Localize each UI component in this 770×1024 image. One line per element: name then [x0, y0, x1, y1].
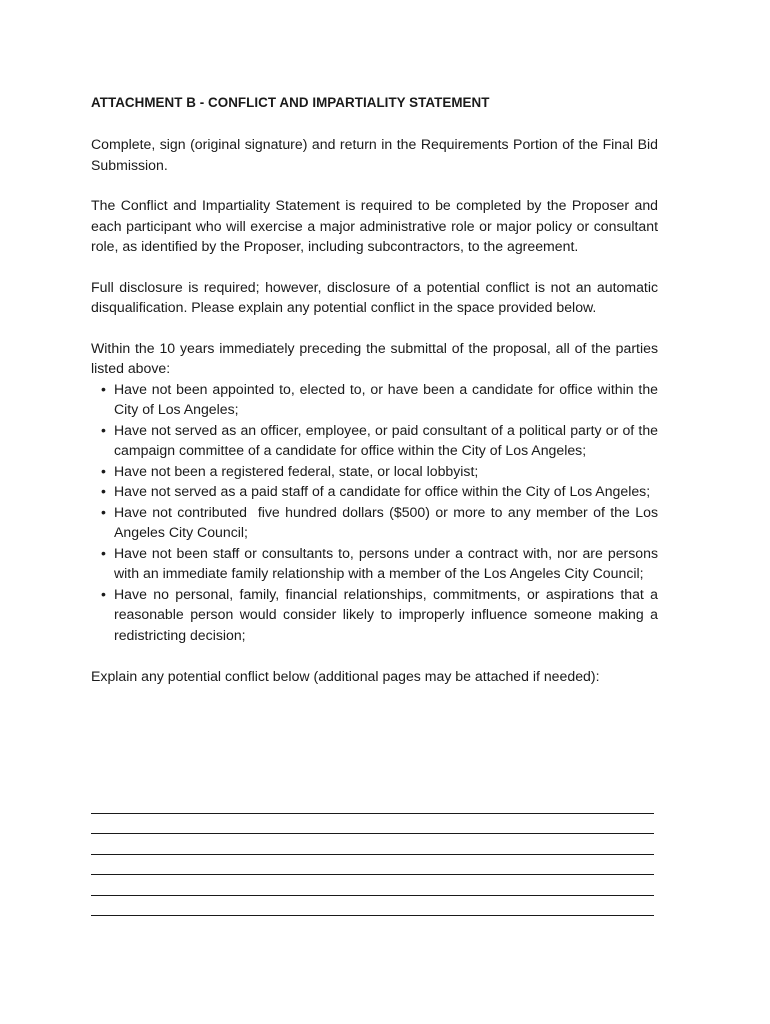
list-item-text: Have not served as an officer, employee, or paid consultant of a political party or of the campaign committee of a candidate for office within the City of Los Angeles;: [114, 421, 658, 458]
requirement-paragraph: The Conflict and Impartiality Statement is required to be completed by the Proposer and each participant who will exercise a major administrative role or major policy or consultant role, as identified by the Proposer, including subcontractors, to the agreement.: [91, 197, 658, 254]
bullet-icon: •: [101, 585, 106, 602]
list-item: [91, 461, 658, 482]
bullet-icon: •: [101, 462, 106, 479]
bullet-icon: •: [101, 421, 106, 438]
document-page: [91, 93, 662, 687]
list-item-text: Have no personal, family, financial relationships, commitments, or aspirations that a reasonable person would consider likely to improperly influence someone making a redistricting decision;: [114, 585, 658, 643]
intro-paragraph: Within the 10 years immediately preceding the submittal of the proposal, all of the parties listed above:: [91, 339, 658, 376]
instruction-paragraph: Complete, sign (original signature) and return in the Requirements Portion of the Final Bid Submission.: [91, 136, 658, 173]
list-item-text: Have not contributed five hundred dollars ($500) or more to any member of the Los Angeles City Council;: [114, 503, 662, 540]
list-item: [91, 543, 658, 584]
answer-line[interactable]: [91, 895, 654, 896]
answer-line[interactable]: [91, 813, 654, 814]
list-item: [91, 379, 658, 420]
answer-line[interactable]: [91, 874, 654, 875]
explain-prompt: Explain any potential conflict below (additional pages may be attached if needed):: [91, 668, 600, 684]
answer-line[interactable]: [91, 833, 654, 834]
answer-line[interactable]: [91, 915, 654, 916]
conditions-list: [91, 379, 662, 646]
bullet-icon: •: [101, 380, 106, 397]
disclosure-paragraph: Full disclosure is required; however, disclosure of a potential conflict is not an automatic disqualification. Please explain any potential conflict in the space provided below.: [91, 278, 658, 315]
answer-line[interactable]: [91, 854, 654, 855]
page-title: ATTACHMENT B - CONFLICT AND IMPARTIALITY STATEMENT: [91, 95, 490, 110]
bullet-icon: •: [101, 483, 106, 499]
list-item-text: Have not been staff or consultants to, persons under a contract with, nor are persons with an immediate family relationship with a member of the Los Angeles City Council;: [114, 544, 658, 581]
bullet-icon: •: [101, 544, 106, 561]
list-item: [91, 481, 658, 502]
list-item: [91, 584, 658, 646]
conflict-explanation-lines[interactable]: [91, 813, 654, 935]
list-item-text: Have not been a registered federal, state, or local lobbyist;: [114, 462, 479, 479]
bullet-icon: •: [101, 503, 106, 520]
list-item: [91, 502, 662, 543]
list-item: [91, 420, 658, 461]
list-item-text: Have not been appointed to, elected to, or have been a candidate for office within the City of Los Angeles;: [114, 380, 658, 417]
list-item-text: Have not served as a paid staff of a candidate for office within the City of Los Angeles;: [114, 483, 651, 499]
